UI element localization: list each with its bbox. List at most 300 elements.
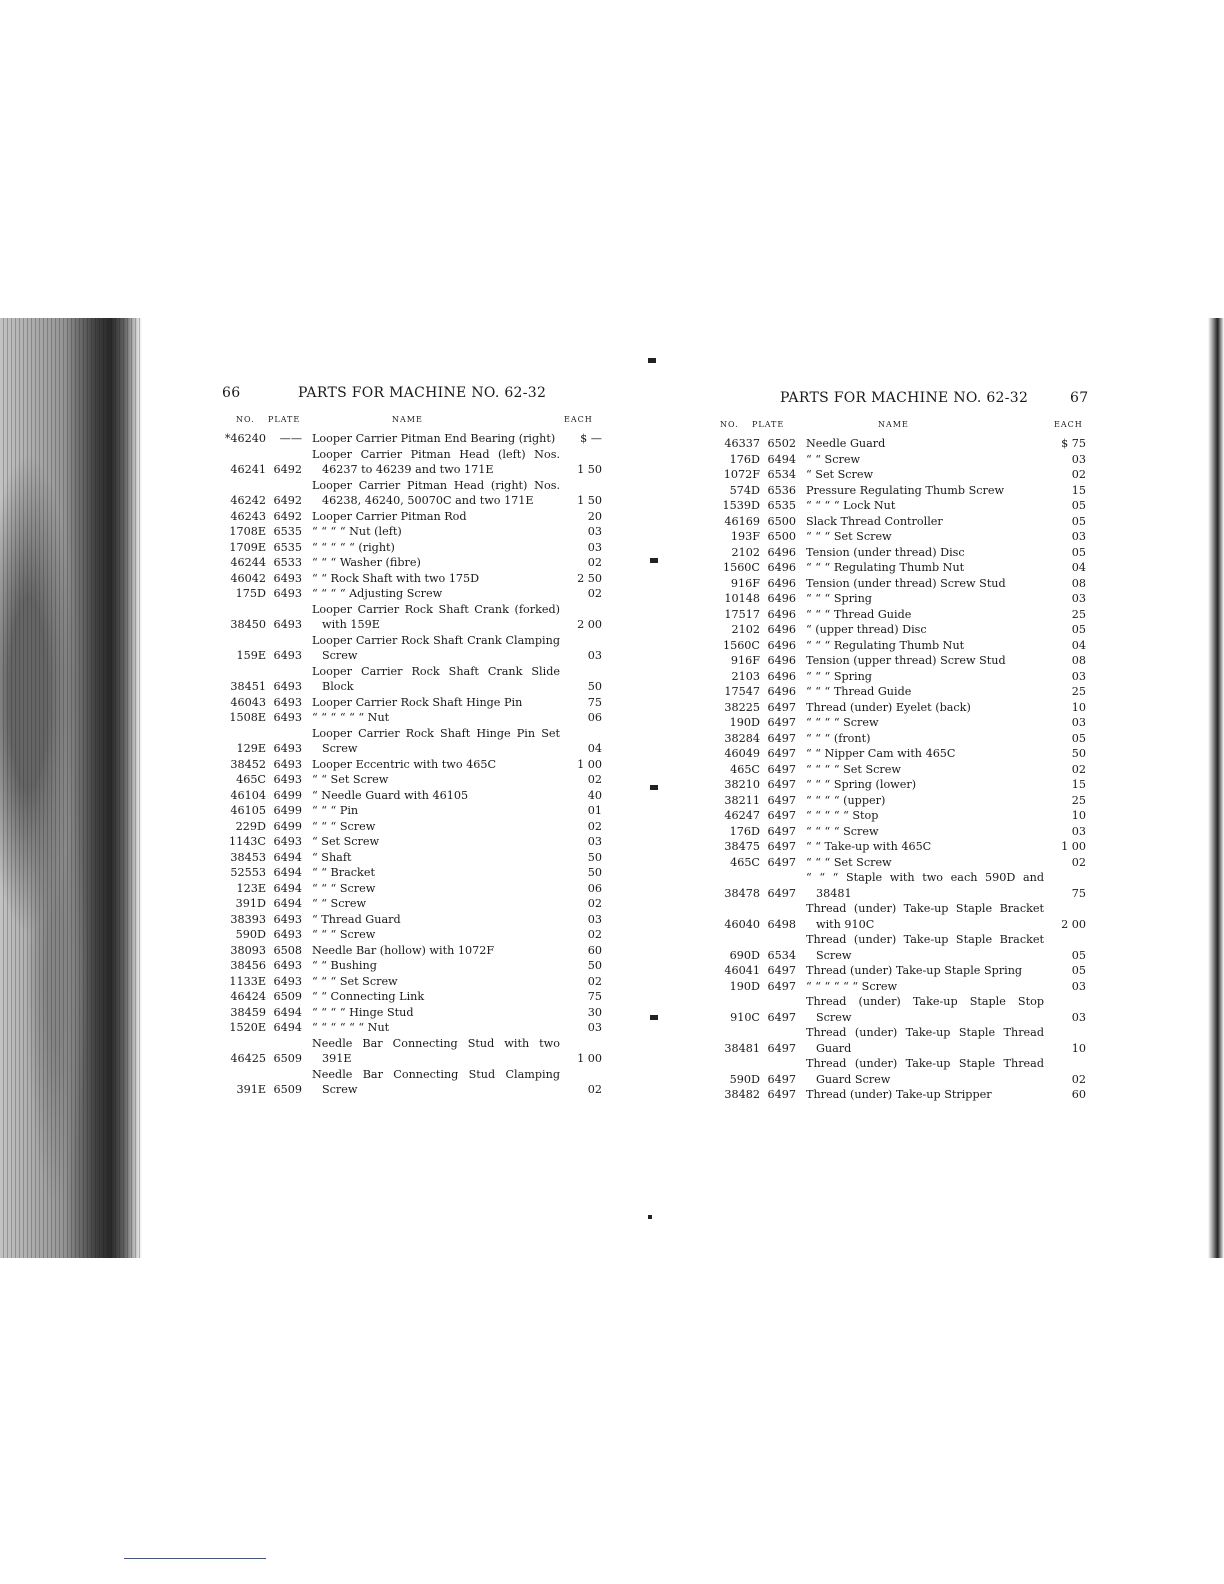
- part-name: “ “ “ Screw: [312, 928, 376, 941]
- plate-number: 6493: [273, 680, 302, 693]
- part-name: “ Thread Guard: [312, 912, 401, 926]
- part-name: “ “ “ Spring (lower): [806, 778, 917, 791]
- table-row: [222, 447, 602, 478]
- table-row: [712, 731, 1086, 747]
- table-row: [712, 452, 1086, 468]
- table-row: [712, 622, 1086, 638]
- page-header: [712, 390, 1089, 414]
- plate-number: 6497: [767, 809, 796, 822]
- plate-number: 6497: [767, 778, 796, 791]
- part-name: Looper Carrier Pitman Rod: [312, 509, 467, 523]
- part-name: Thread (under) Take-up Staple Stop Screw: [806, 995, 1044, 1024]
- plate-number: 6497: [767, 979, 796, 993]
- part-name: Looper Carrier Rock Shaft Crank Clamping Screw: [312, 633, 560, 662]
- part-name: “ “ “ Pin: [312, 804, 359, 817]
- table-row: [712, 576, 1086, 592]
- unit-price: 03: [1071, 979, 1086, 993]
- gutter-mark: [648, 1215, 652, 1219]
- plate-number: 6494: [767, 452, 796, 466]
- plate-number: 6494: [273, 881, 302, 895]
- plate-number: 6497: [767, 731, 796, 745]
- part-name: Looper Carrier Pitman End Bearing (right): [312, 432, 556, 445]
- table-row: [222, 1020, 602, 1036]
- unit-price: 02: [1071, 468, 1086, 481]
- part-number: 2103: [731, 669, 760, 683]
- plate-number: 6497: [767, 700, 796, 714]
- plate-number: 6497: [767, 1088, 796, 1101]
- part-name: Thread (under) Take-up Staple Spring: [806, 964, 1023, 977]
- part-name: “ “ Screw: [806, 452, 861, 466]
- part-name: “ “ “ “ (upper): [806, 793, 886, 807]
- unit-price: 15: [1071, 483, 1086, 497]
- plate-number: 6493: [273, 835, 302, 848]
- unit-price: 10: [1071, 700, 1086, 714]
- part-number: 916F: [730, 654, 760, 667]
- part-name: Needle Bar (hollow) with 1072F: [312, 943, 495, 957]
- gutter-mark: [650, 558, 658, 563]
- plate-number: 6493: [273, 959, 302, 972]
- table-row: [712, 684, 1086, 700]
- unit-price: 05: [1071, 731, 1086, 745]
- unit-price: 03: [587, 1021, 602, 1034]
- col-plate: PLATE: [752, 420, 785, 429]
- part-name: “ “ Bracket: [312, 866, 375, 879]
- part-name: “ “ “ “ Screw: [806, 716, 879, 729]
- part-number: 1133E: [229, 974, 266, 988]
- part-number: 38451: [230, 680, 266, 693]
- part-name: “ “ “ Thread Guide: [806, 607, 912, 621]
- part-number: 690D: [729, 948, 760, 962]
- plate-number: 6497: [767, 1010, 796, 1024]
- part-number: 46337: [724, 437, 760, 450]
- table-row: [712, 839, 1086, 855]
- part-name: “ “ Bushing: [312, 959, 377, 972]
- plate-number: 6493: [273, 649, 302, 662]
- part-number: 17517: [724, 607, 760, 621]
- part-number: 46040: [724, 917, 760, 931]
- plate-number: 6535: [767, 499, 796, 512]
- col-no: NO.: [236, 415, 255, 424]
- plate-number: 6496: [767, 685, 796, 698]
- part-number: 38456: [230, 959, 266, 972]
- table-row: [222, 1005, 602, 1021]
- unit-price: 1 00: [1061, 840, 1086, 853]
- unit-price: 75: [587, 990, 602, 1003]
- unit-price: 25: [1071, 685, 1086, 698]
- part-name: “ “ “ Set Screw: [806, 855, 892, 869]
- part-name: “ “ “ Washer (fibre): [312, 556, 421, 569]
- unit-price: 03: [1071, 452, 1086, 466]
- table-row: [712, 514, 1086, 530]
- plate-number: 6500: [767, 514, 796, 528]
- unit-price: 30: [587, 1005, 602, 1019]
- plate-number: 6497: [767, 886, 796, 900]
- unit-price: 04: [1071, 638, 1086, 652]
- table-row: [712, 793, 1086, 809]
- plate-number: 6534: [767, 468, 796, 481]
- unit-price: 02: [587, 773, 602, 786]
- plate-number: 6496: [767, 545, 796, 559]
- part-name: “ “ “ Thread Guide: [806, 685, 912, 698]
- part-name: “ “ “ Regulating Thumb Nut: [806, 638, 965, 652]
- part-name: “ Set Screw: [806, 468, 874, 481]
- table-row: [222, 726, 602, 757]
- part-name: Tension (under thread) Screw Stud: [806, 576, 1006, 590]
- unit-price: 05: [1071, 499, 1086, 512]
- unit-price: 03: [587, 540, 602, 554]
- part-number: 465C: [730, 855, 760, 869]
- part-number: 176D: [729, 824, 760, 838]
- table-row: [222, 819, 602, 835]
- table-row: [222, 586, 602, 602]
- part-name: “ “ “ Screw: [312, 819, 376, 833]
- part-name: “ “ “ “ Set Screw: [806, 762, 901, 776]
- plate-number: 6494: [273, 1021, 302, 1034]
- plate-number: 6497: [767, 793, 796, 807]
- unit-price: 20: [587, 509, 602, 523]
- unit-price: 03: [1071, 716, 1086, 729]
- table-row: [712, 715, 1086, 731]
- plate-number: 6492: [273, 494, 302, 507]
- part-number: 38211: [724, 793, 760, 807]
- table-row: [222, 834, 602, 850]
- plate-number: 6500: [767, 530, 796, 543]
- plate-number: 6493: [273, 571, 302, 585]
- unit-price: 50: [587, 866, 602, 879]
- plate-number: 6496: [767, 623, 796, 636]
- part-name: “ “ “ “ Screw: [806, 824, 879, 838]
- table-row: [222, 710, 602, 726]
- part-number: 2102: [731, 623, 760, 636]
- part-number: 176D: [729, 452, 760, 466]
- unit-price: 50: [587, 959, 602, 972]
- part-number: 465C: [236, 773, 266, 786]
- unit-price: $ —: [580, 432, 602, 445]
- plate-number: 6509: [273, 990, 302, 1003]
- part-name: “ “ Screw: [312, 897, 367, 910]
- unit-price: 03: [587, 912, 602, 926]
- unit-price: 10: [1071, 1041, 1086, 1055]
- plate-number: 6508: [273, 943, 302, 957]
- part-number: 1709E: [229, 540, 266, 554]
- plate-number: 6497: [767, 855, 796, 869]
- table-row: [712, 560, 1086, 576]
- unit-price: 50: [587, 850, 602, 864]
- part-number: *46240: [224, 432, 266, 445]
- part-name: Looper Carrier Pitman Head (right) Nos. 46238, 46240, 50070C and two 171E: [312, 478, 560, 507]
- table-row: [712, 483, 1086, 499]
- part-name: “ “ “ “ Lock Nut: [806, 499, 896, 512]
- part-number: 46243: [230, 509, 266, 523]
- table-row: [222, 989, 602, 1005]
- plate-number: 6535: [273, 525, 302, 538]
- part-number: 1708E: [229, 525, 266, 538]
- part-name: “ Needle Guard with 46105: [312, 788, 469, 802]
- plate-number: 6497: [767, 747, 796, 760]
- part-number: 46424: [230, 990, 266, 1003]
- plate-number: 6494: [273, 897, 302, 910]
- unit-price: 2 00: [577, 618, 602, 631]
- plate-number: 6499: [273, 788, 302, 802]
- part-number: 38393: [230, 912, 266, 926]
- part-name: Slack Thread Controller: [806, 514, 943, 528]
- plate-number: 6492: [273, 463, 302, 476]
- plate-number: 6536: [767, 483, 796, 497]
- table-row: [712, 932, 1086, 963]
- col-each: EACH: [564, 415, 593, 424]
- part-name: “ (upper thread) Disc: [806, 623, 927, 636]
- table-row: [712, 467, 1086, 483]
- part-number: 38450: [230, 618, 266, 631]
- part-number: 590D: [235, 928, 266, 941]
- unit-price: 05: [1071, 964, 1086, 977]
- col-no: NO.: [720, 420, 739, 429]
- part-number: 574D: [729, 483, 760, 497]
- part-number: 391D: [235, 897, 266, 910]
- unit-price: 03: [1071, 530, 1086, 543]
- plate-number: 6493: [273, 742, 302, 755]
- table-row: [712, 1025, 1086, 1056]
- part-name: “ “ “ Set Screw: [312, 974, 398, 988]
- part-number: 1072F: [723, 468, 760, 481]
- plate-number: 6499: [273, 804, 302, 817]
- part-number: 52553: [230, 866, 266, 879]
- unit-price: 40: [587, 788, 602, 802]
- part-number: 46104: [230, 788, 266, 802]
- unit-price: 02: [587, 819, 602, 833]
- part-number: 46169: [724, 514, 760, 528]
- part-name: “ “ “ “ “ Stop: [806, 809, 879, 822]
- plate-number: 6496: [767, 592, 796, 605]
- right-page: [712, 390, 1089, 1103]
- plate-number: 6496: [767, 561, 796, 574]
- unit-price: 1 00: [577, 757, 602, 771]
- unit-price: 10: [1071, 809, 1086, 822]
- table-row: [712, 1056, 1086, 1087]
- part-number: 391E: [236, 1083, 266, 1096]
- table-row: [222, 478, 602, 509]
- gutter-mark: [650, 785, 658, 790]
- part-number: 38210: [724, 778, 760, 791]
- table-row: [712, 870, 1086, 901]
- right-page-edge: [1208, 318, 1224, 1258]
- col-name: NAME: [392, 415, 423, 424]
- unit-price: 60: [587, 943, 602, 957]
- table-row: [712, 700, 1086, 716]
- book-binding-edge: [0, 318, 142, 1258]
- plate-number: 6497: [767, 824, 796, 838]
- table-row: [712, 529, 1086, 545]
- column-headers: [712, 420, 1086, 436]
- table-row: [222, 757, 602, 773]
- part-name: “ Set Screw: [312, 835, 380, 848]
- unit-price: 02: [1071, 855, 1086, 869]
- plate-number: 6499: [273, 819, 302, 833]
- plate-number: 6492: [273, 509, 302, 523]
- part-name: “ “ “ “ Hinge Stud: [312, 1005, 414, 1019]
- part-name: “ “ “ “ “ “ Nut: [312, 1021, 390, 1034]
- unit-price: 03: [1071, 592, 1086, 605]
- plate-number: 6498: [767, 917, 796, 931]
- part-number: 2102: [731, 545, 760, 559]
- plate-number: 6496: [767, 654, 796, 667]
- part-name: Needle Bar Connecting Stud with two 391E: [312, 1036, 560, 1065]
- unit-price: 03: [587, 835, 602, 848]
- part-name: Tension (upper thread) Screw Stud: [806, 654, 1006, 667]
- col-each: EACH: [1054, 420, 1083, 429]
- part-name: Thread (under) Eyelet (back): [806, 700, 971, 714]
- table-row: [222, 927, 602, 943]
- unit-price: 04: [1071, 561, 1086, 574]
- part-name: “ “ “ Spring: [806, 592, 872, 605]
- parts-list: [222, 431, 602, 1098]
- part-number: 46105: [230, 804, 266, 817]
- table-row: [222, 772, 602, 788]
- part-number: 1520E: [229, 1021, 266, 1034]
- parts-list: [712, 436, 1086, 1103]
- part-number: 46241: [230, 463, 266, 476]
- part-name: “ “ Set Screw: [312, 773, 389, 786]
- table-row: [222, 555, 602, 571]
- part-name: “ “ Connecting Link: [312, 990, 425, 1003]
- unit-price: 03: [587, 525, 602, 538]
- part-name: “ “ “ “ “ “ Nut: [312, 711, 390, 724]
- table-row: [222, 524, 602, 540]
- part-name: “ “ “ Set Screw: [806, 530, 892, 543]
- gutter-mark: [648, 358, 656, 363]
- table-row: [712, 746, 1086, 762]
- table-row: [712, 979, 1086, 995]
- unit-price: 02: [587, 587, 602, 600]
- table-row: [712, 901, 1086, 932]
- part-name: Thread (under) Take-up Staple Bracket with 910C: [806, 902, 1044, 931]
- part-name: “ “ Nipper Cam with 465C: [806, 747, 956, 760]
- part-number: 175D: [235, 587, 266, 600]
- page-header: [222, 385, 602, 409]
- part-name: “ “ Take-up with 465C: [806, 840, 932, 853]
- part-number: 46042: [230, 571, 266, 585]
- page-number: 67: [1070, 390, 1089, 406]
- plate-number: 6534: [767, 948, 796, 962]
- plate-number: 6496: [767, 669, 796, 683]
- table-row: [712, 994, 1086, 1025]
- unit-price: 02: [1071, 762, 1086, 776]
- plate-number: 6502: [767, 437, 796, 450]
- table-row: [222, 509, 602, 525]
- part-number: 38284: [724, 731, 760, 745]
- unit-price: 02: [587, 897, 602, 910]
- table-row: [222, 958, 602, 974]
- part-name: “ Shaft: [312, 850, 352, 864]
- plate-number: 6493: [273, 618, 302, 631]
- table-row: [712, 1087, 1086, 1103]
- part-number: 916F: [730, 576, 760, 590]
- plate-number: 6496: [767, 638, 796, 652]
- plate-number: 6496: [767, 576, 796, 590]
- part-number: 46244: [230, 556, 266, 569]
- part-name: Thread (under) Take-up Staple Thread Guard: [806, 1026, 1044, 1055]
- table-row: [712, 607, 1086, 623]
- table-row: [712, 808, 1086, 824]
- unit-price: 02: [587, 928, 602, 941]
- divider-line: [124, 1558, 266, 1559]
- table-row: [222, 540, 602, 556]
- part-number: 38475: [724, 840, 760, 853]
- plate-number: 6493: [273, 757, 302, 771]
- part-name: “ “ “ “ Nut (left): [312, 525, 402, 538]
- unit-price: 25: [1071, 607, 1086, 621]
- part-name: Needle Bar Connecting Stud Clamping Screw: [312, 1067, 560, 1096]
- plate-number: 6509: [273, 1083, 302, 1096]
- plate-number: 6533: [273, 556, 302, 569]
- plate-number: 6493: [273, 711, 302, 724]
- plate-number: 6497: [767, 716, 796, 729]
- plate-number: 6497: [767, 964, 796, 977]
- part-number: 1143C: [228, 835, 266, 848]
- part-number: 46043: [230, 695, 266, 709]
- unit-price: 75: [1071, 886, 1086, 900]
- plate-number: 6493: [273, 928, 302, 941]
- plate-number: 6493: [273, 974, 302, 988]
- page-title: PARTS FOR MACHINE NO. 62-32: [298, 385, 547, 401]
- page-number: 66: [222, 385, 241, 401]
- part-name: Needle Guard: [806, 437, 886, 450]
- unit-price: 2 00: [1061, 917, 1086, 931]
- unit-price: 03: [587, 649, 602, 662]
- table-row: [222, 803, 602, 819]
- part-number: 38478: [724, 886, 760, 900]
- unit-price: 50: [1071, 747, 1086, 760]
- table-row: [222, 788, 602, 804]
- table-row: [712, 669, 1086, 685]
- table-row: [222, 664, 602, 695]
- table-row: [222, 602, 602, 633]
- part-number: 46041: [724, 964, 760, 977]
- part-number: 38481: [724, 1041, 760, 1055]
- table-row: [712, 855, 1086, 871]
- part-number: 123E: [236, 881, 266, 895]
- unit-price: 04: [587, 742, 602, 755]
- part-number: 193F: [730, 530, 760, 543]
- unit-price: 60: [1071, 1088, 1086, 1101]
- part-name: Looper Carrier Rock Shaft Hinge Pin Set Screw: [312, 726, 560, 755]
- part-number: 38459: [230, 1005, 266, 1019]
- part-name: Thread (under) Take-up Staple Bracket Screw: [806, 933, 1044, 962]
- table-row: [712, 498, 1086, 514]
- unit-price: 03: [1071, 1010, 1086, 1024]
- plate-number: 6493: [273, 695, 302, 709]
- table-row: [222, 431, 602, 447]
- part-number: 590D: [729, 1072, 760, 1086]
- unit-price: 1 00: [577, 1052, 602, 1065]
- gutter-mark: [650, 1015, 658, 1020]
- table-row: [222, 1036, 602, 1067]
- table-row: [222, 943, 602, 959]
- part-name: Tension (under thread) Disc: [806, 545, 965, 559]
- unit-price: 03: [1071, 669, 1086, 683]
- plate-number: 6494: [273, 866, 302, 879]
- table-row: [712, 436, 1086, 452]
- unit-price: 1 50: [577, 463, 602, 476]
- part-name: “ “ “ Regulating Thumb Nut: [806, 561, 965, 574]
- part-number: 17547: [724, 685, 760, 698]
- table-row: [712, 777, 1086, 793]
- table-row: [222, 896, 602, 912]
- part-name: Thread (under) Take-up Staple Thread Guard Screw: [806, 1057, 1044, 1086]
- unit-price: 05: [1071, 514, 1086, 528]
- table-row: [222, 881, 602, 897]
- unit-price: 01: [587, 804, 602, 817]
